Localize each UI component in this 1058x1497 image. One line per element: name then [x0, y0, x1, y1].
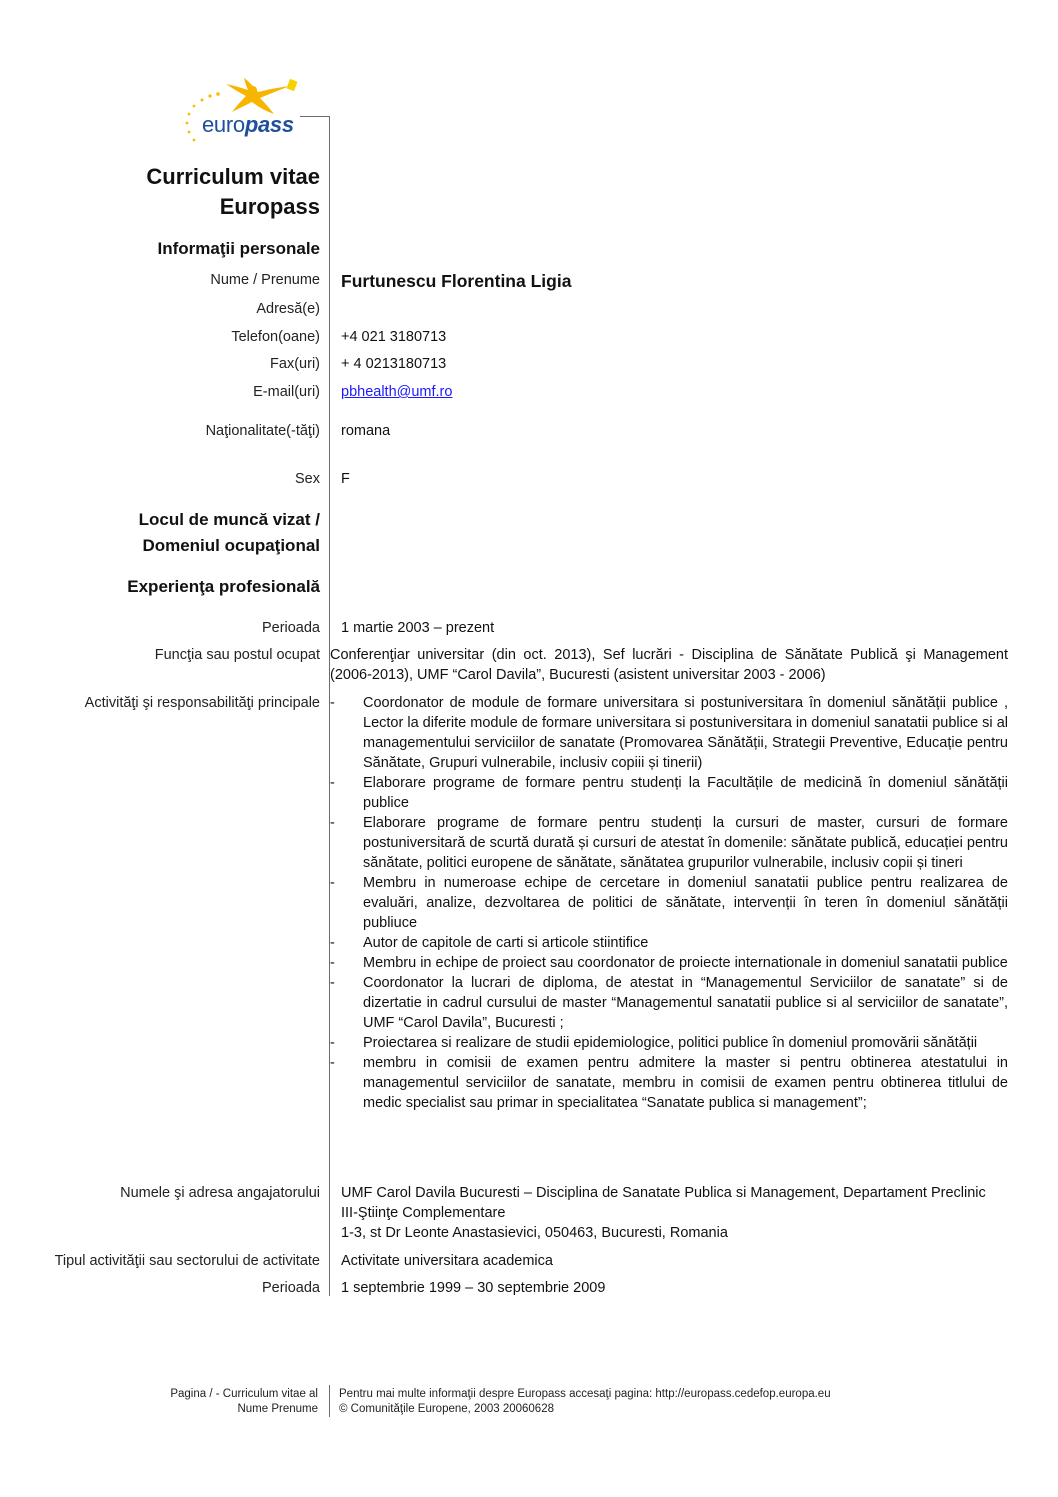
- employer-label: Numele şi adresa angajatorului: [120, 1185, 320, 1201]
- position-value: Conferenţiar universitar (din oct. 2013), Sef lucrări - Disciplina de Sănătate Publică şi Management (2006-2013), UMF “Carol Davila”, Bucuresti (asistent universitar 2003 - 2006): [330, 647, 1008, 683]
- period-value-2: 1 septembrie 1999 – 30 septembrie 2009: [341, 1280, 606, 1296]
- email-link[interactable]: pbhealth@umf.ro: [341, 384, 453, 400]
- sector-value: Activitate universitara academica: [341, 1253, 553, 1269]
- employer-value: [341, 1183, 986, 1243]
- europass-wordmark: [202, 112, 294, 138]
- cv-title-line2: Europass: [219, 194, 320, 219]
- bullet-dash: -: [330, 955, 335, 971]
- desired-job-heading-line2: Domeniul ocupaţional: [142, 536, 320, 555]
- activity-text: Coordonator de module de formare universitara si postuniversitara în domeniul sănătății publice , Lector la diferite module de formare universitara si postuniversitara in domeniul sanatatii publice si al managementului serviciilor de sanatate (Promovarea Sănătății, Strategii Preventive, Educație pentru Sănătate, Grupuri vulnerabile, inclusiv copiii și tinerii): [363, 695, 1008, 771]
- list-item: [330, 973, 1008, 1033]
- nationality-value: romana: [341, 423, 391, 439]
- activities-label: Activităţi şi responsabilităţi principale: [84, 695, 320, 711]
- sector-label: Tipul activităţii sau sectorului de activitate: [54, 1253, 320, 1269]
- header-rule: [300, 116, 329, 117]
- employer-line: III-Ştiinţe Complementare: [341, 1205, 506, 1221]
- name-value: Furtunescu Florentina Ligia: [341, 271, 572, 291]
- cv-title: [146, 162, 320, 222]
- list-item: [330, 1053, 1008, 1113]
- footer-copyright: © Comunităţile Europene, 2003 20060628: [339, 1403, 554, 1415]
- footer-info-link: Pentru mai multe informaţii despre Europass accesaţi pagina: http://europass.cedefop.europa.eu: [339, 1388, 831, 1400]
- activity-text: membru in comisii de examen pentru admitere la master si pentru obtinerea atestatului in managementul serviciilor de sanatate, membru in comisii de examen pentru obtinerea titlului de medic specialist sau primar in specialitatea “Sanatate publica si management”;: [363, 1055, 1008, 1111]
- list-item: [330, 813, 1008, 873]
- activity-text: Membru in echipe de proiect sau coordonator de proiecte internationale in domeniul sanatatii publice: [363, 955, 1008, 971]
- sex-value: F: [341, 471, 350, 487]
- nationality-label: Naţionalitate(-tăţi): [205, 423, 320, 439]
- activity-text: Membru in numeroase echipe de cercetare in domeniul sanatatii publice pentru realizarea de evaluări, analize, dezvoltarea de politici de sănătate, intervenții în teren în domeniul sănătății publiuce: [363, 875, 1008, 931]
- list-item: [330, 693, 1008, 773]
- section-heading-experience: Experienţa profesională: [127, 577, 320, 596]
- bullet-dash: -: [330, 1055, 335, 1071]
- bullet-dash: -: [330, 1035, 335, 1051]
- name-label: Nume / Prenume: [210, 272, 320, 288]
- activity-text: Elaborare programe de formare pentru studenți la Facultățile de medicină în domeniul sănătății publice: [363, 775, 1008, 811]
- fax-label: Fax(uri): [270, 356, 320, 372]
- section-heading-desired-job: [139, 507, 320, 559]
- period-value: 1 martie 2003 – prezent: [341, 620, 495, 636]
- email-label: E-mail(uri): [253, 384, 320, 400]
- employer-line: 1-3, st Dr Leonte Anastasievici, 050463, Bucuresti, Romania: [341, 1225, 728, 1241]
- list-item: [330, 933, 1008, 953]
- fax-value: + 4 0213180713: [341, 356, 447, 372]
- period-label: Perioada: [261, 620, 320, 636]
- bullet-dash: -: [330, 695, 335, 711]
- activity-text: Coordonator la lucrari de diploma, de atestat in “Managementul Serviciilor de sanatate” si de dizertatie in cadrul cursului de master “Managementul sanatatii publice si al serviciilor de sanatate”, UMF “Carol Davila”, Bucuresti ;: [363, 975, 1008, 1031]
- sex-label: Sex: [295, 471, 320, 487]
- phone-value: +4 021 3180713: [341, 329, 447, 345]
- bullet-dash: -: [330, 975, 335, 991]
- europass-logo: [182, 78, 332, 144]
- cv-title-line1: Curriculum vitae: [146, 164, 320, 189]
- activities-list: [330, 693, 1008, 1113]
- period-label-2: Perioada: [261, 1280, 320, 1296]
- wordmark-suffix: pass: [244, 112, 294, 137]
- footer-page-info: Pagina / - Curriculum vitae al: [170, 1388, 318, 1400]
- email-link-wrap[interactable]: [341, 384, 452, 400]
- list-item: [330, 873, 1008, 933]
- footer-name: Nume Prenume: [237, 1403, 318, 1415]
- activity-text: Elaborare programe de formare pentru studenți la cursuri de master, cursuri de formare postuniversitară de scurtă durată și cursuri de atestat în domenile: sănătate publică, educației pentru sănătate, politici europene de sănătate, sănătatea grupurilor vulnerabile, inclusiv copii și tineri: [363, 815, 1008, 871]
- footer-left: [170, 1387, 318, 1417]
- footer-right: [339, 1387, 831, 1417]
- bullet-dash: -: [330, 775, 335, 791]
- list-item: [330, 953, 1008, 973]
- bullet-dash: -: [330, 875, 335, 891]
- bullet-dash: -: [330, 815, 335, 831]
- wordmark-prefix: euro: [202, 112, 245, 137]
- list-item: [330, 1033, 1008, 1053]
- desired-job-heading-line1: Locul de muncă vizat /: [138, 510, 320, 529]
- activity-text: Autor de capitole de carti si articole stiintifice: [363, 935, 649, 951]
- employer-line: UMF Carol Davila Bucuresti – Disciplina de Sanatate Publica si Management, Departament Preclinic: [341, 1185, 986, 1201]
- position-label: Funcţia sau postul ocupat: [154, 647, 320, 663]
- activity-text: Proiectarea si realizare de studii epidemiologice, politici publice în domeniul promovării sănătății: [363, 1035, 978, 1051]
- phone-label: Telefon(oane): [231, 329, 320, 345]
- address-label: Adresă(e): [256, 301, 320, 317]
- list-item: [330, 773, 1008, 813]
- bullet-dash: -: [330, 935, 335, 951]
- section-heading-personal: Informaţii personale: [157, 239, 320, 258]
- footer-separator: [329, 1385, 330, 1417]
